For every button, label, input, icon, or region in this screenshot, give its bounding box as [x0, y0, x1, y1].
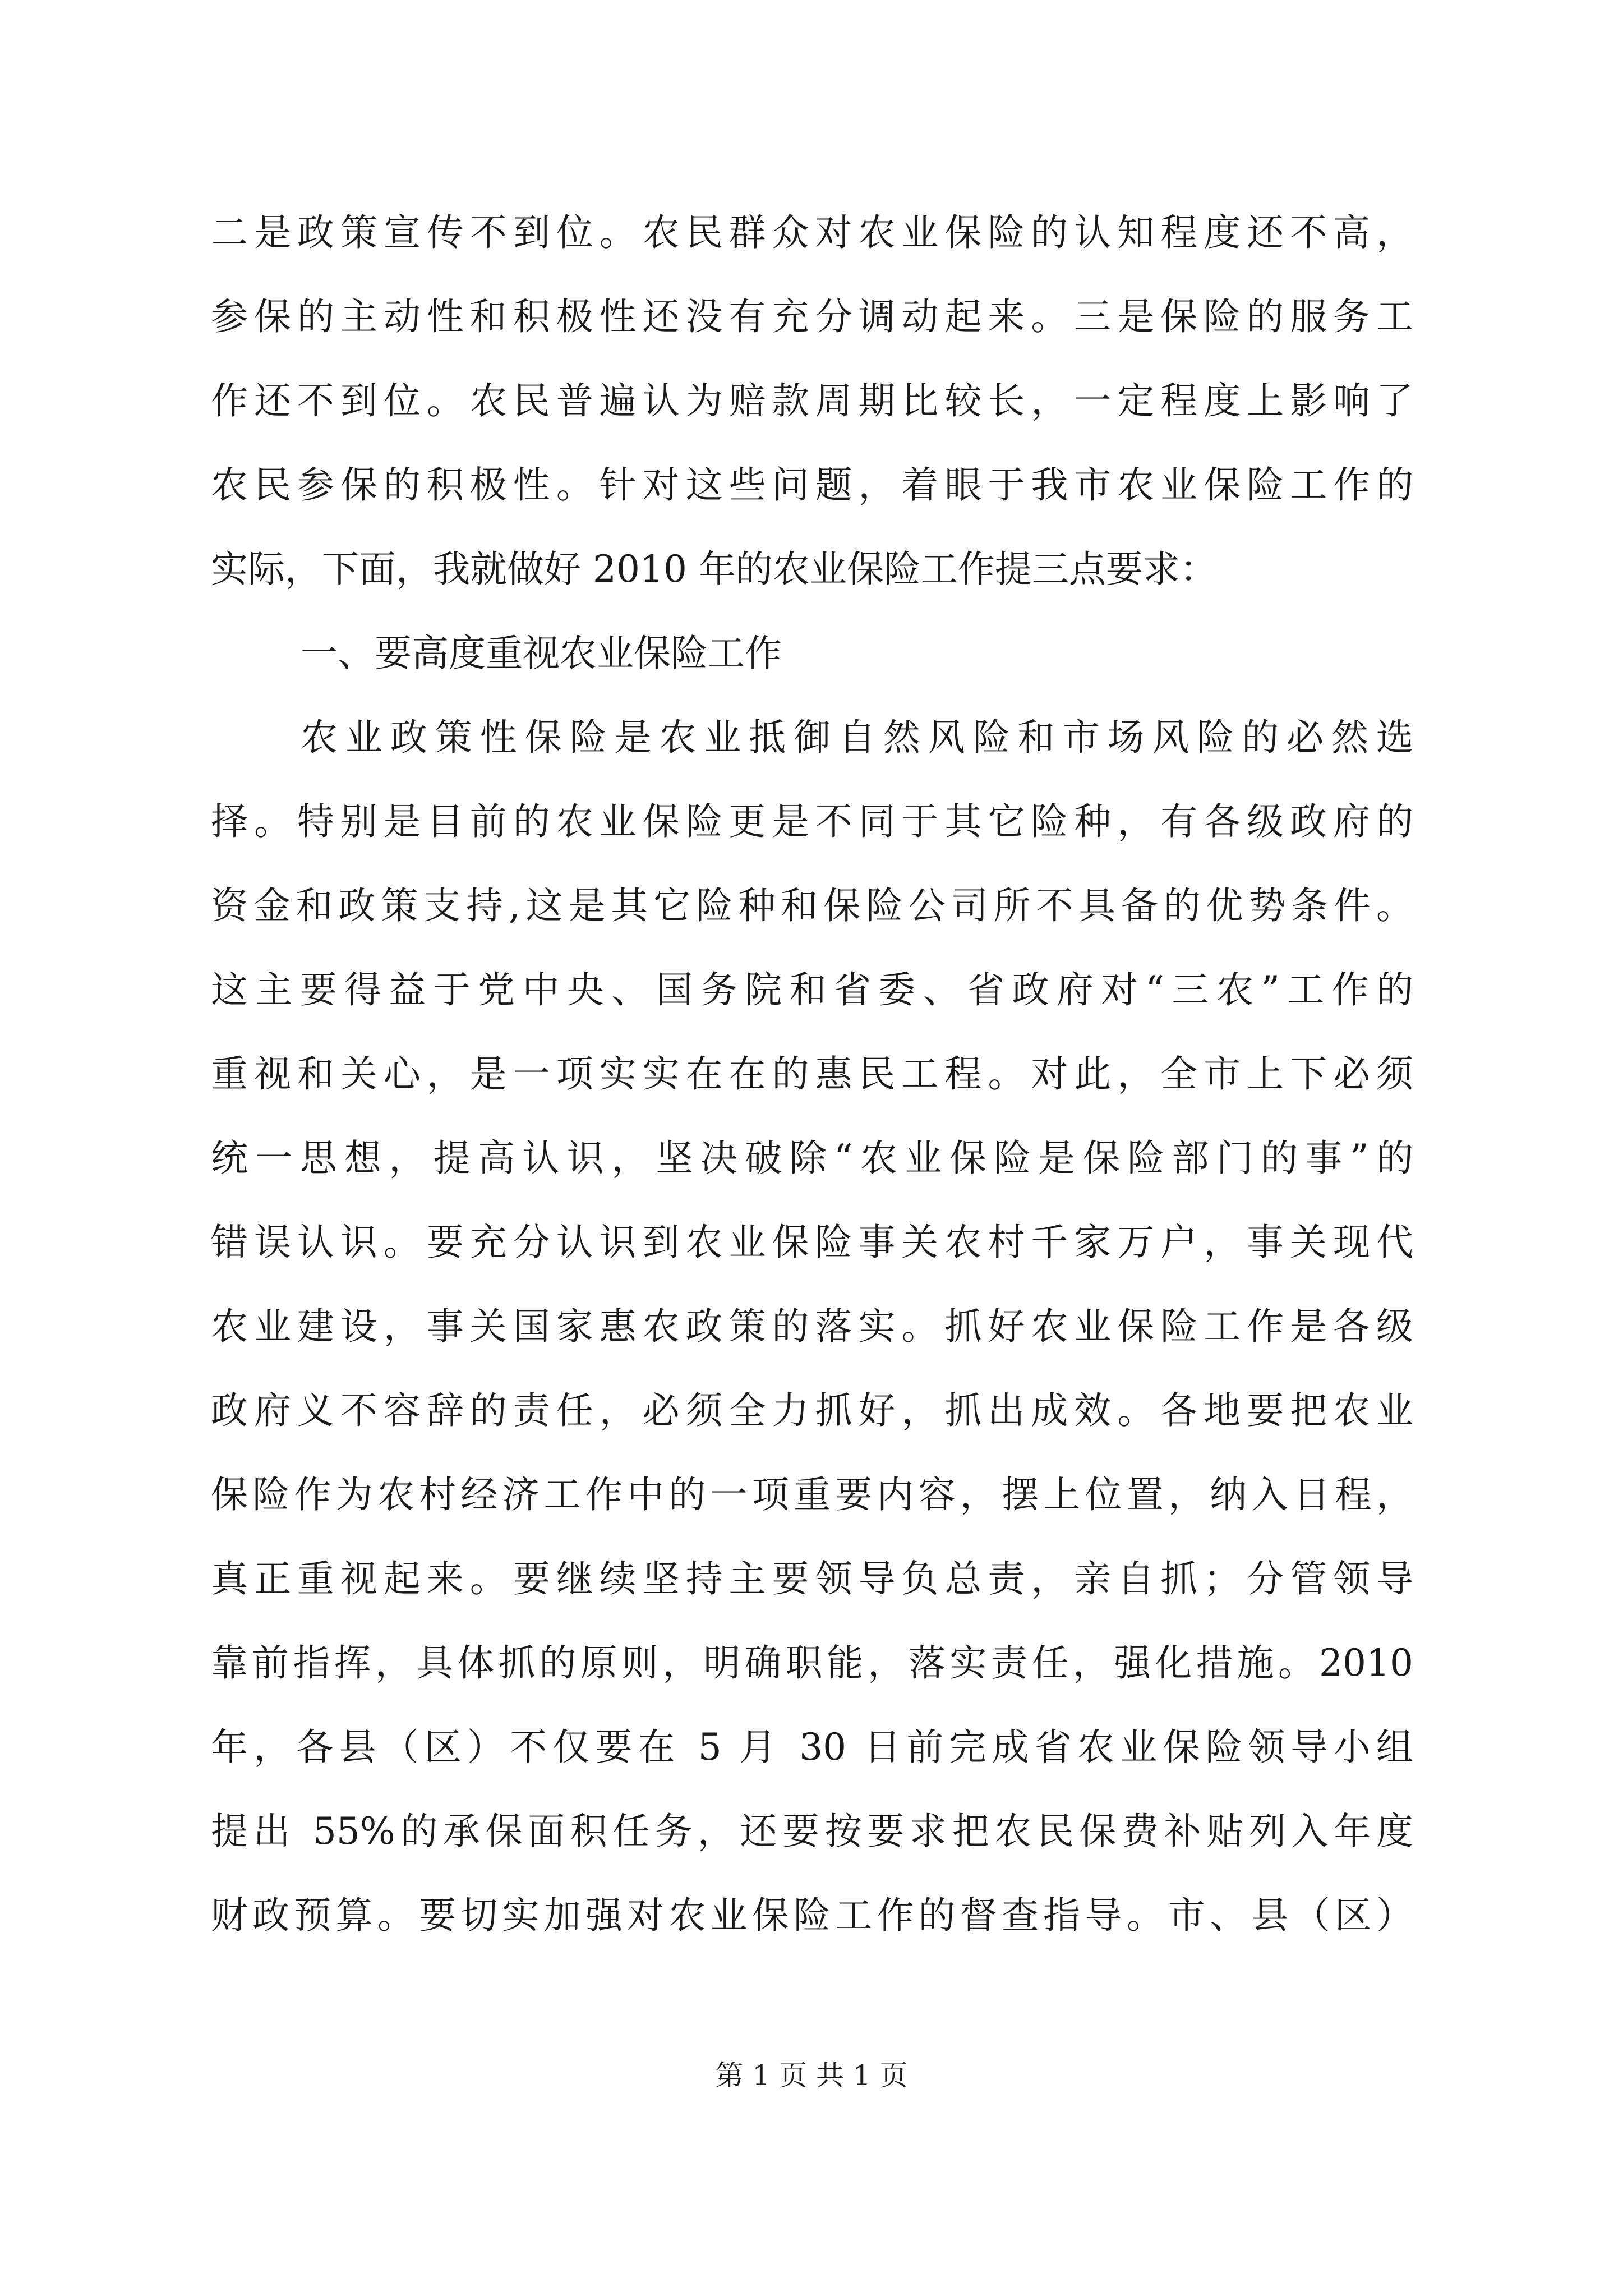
- text-line: 实际，下面，我就做好 2010 年的农业保险工作提三点要求：: [211, 547, 1217, 591]
- text-line: 农业建设，事关国家惠农政策的落实。抓好农业保险工作是各级: [211, 1305, 1413, 1348]
- text-line: 作还不到位。农民普遍认为赔款周期比较长，一定程度上影响了: [211, 379, 1413, 422]
- page-footer: 第 1 页 共 1 页: [715, 2059, 908, 2092]
- text-line: 保险作为农村经济工作中的一项重要内容，摆上位置，纳入日程，: [211, 1473, 1413, 1516]
- body-text: [211, 191, 1413, 1958]
- text-line: 真正重视起来。要继续坚持主要领导负总责，亲自抓；分管领导: [211, 1557, 1413, 1600]
- text-line: 参保的主动性和积极性还没有充分调动起来。三是保险的服务工: [211, 295, 1413, 338]
- text-line: 统一思想，提高认识，坚决破除“农业保险是保险部门的事”的: [211, 1137, 1413, 1180]
- text-line: 农民参保的积极性。针对这些问题，着眼于我市农业保险工作的: [211, 463, 1413, 507]
- section-heading: 一、要高度重视农业保险工作: [301, 632, 782, 675]
- text-line: 政府义不容辞的责任，必须全力抓好，抓出成效。各地要把农业: [211, 1389, 1413, 1432]
- text-line: 资金和政策支持,这是其它险种和保险公司所不具备的优势条件。: [211, 884, 1413, 927]
- text-line: 年，各县（区）不仅要在 5 月 30 日前完成省农业保险领导小组: [211, 1726, 1413, 1769]
- text-line: 错误认识。要充分认识到农业保险事关农村千家万户，事关现代: [211, 1221, 1413, 1264]
- text-line: 财政预算。要切实加强对农业保险工作的督查指导。市、县（区）: [211, 1894, 1413, 1937]
- text-line: 择。特别是目前的农业保险更是不同于其它险种，有各级政府的: [211, 800, 1413, 843]
- text-line: 这主要得益于党中央、国务院和省委、省政府对“三农”工作的: [211, 968, 1413, 1011]
- text-line: 重视和关心，是一项实实在在的惠民工程。对此，全市上下必须: [211, 1052, 1413, 1096]
- text-line: 靠前指挥，具体抓的原则，明确职能，落实责任，强化措施。2010: [211, 1641, 1413, 1685]
- text-line: 二是政策宣传不到位。农民群众对农业保险的认知程度还不高，: [211, 211, 1413, 254]
- text-line: 农业政策性保险是农业抵御自然风险和市场风险的必然选: [301, 716, 1413, 759]
- text-line: 提出 55%的承保面积任务，还要按要求把农民保费补贴列入年度: [211, 1810, 1413, 1853]
